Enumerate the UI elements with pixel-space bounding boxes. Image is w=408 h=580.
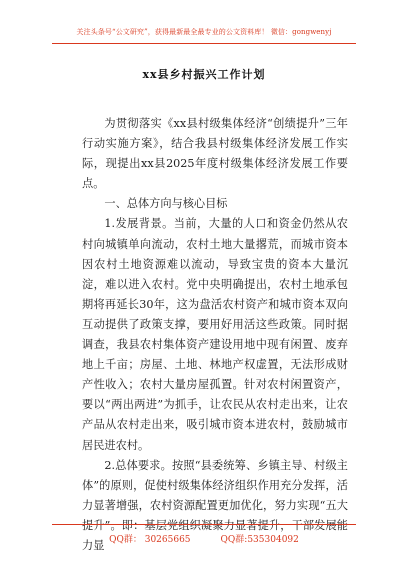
header-divider: [52, 43, 356, 44]
background-paragraph: 1.发展背景。当前，大量的人口和资金仍然从农村向城镇单向流动，农村土地大量撂荒，而城市资本因农村土地资源难以流动，导致宝贵的资本大量沉淀，难以进入农村。党中央明确提出，农村土地承包期将再延长30年，这为盘活农村资产和城市资本双向互动提供了政策支撑，要用好用活这些政策。同时据调查，我县农村集体资产建设用地中现有闲置、废弃地上千亩；房屋、土地、林地产权虚置，无法形成财产性收入；农村大量房屋孤置。针对农村闲置资产，要以“两出两进”为抓手，让农民从农村走出来，让农产品从农村走出来，吸引城市资本进农村，鼓励城市居民进农村。: [82, 217, 348, 452]
footer-divider: [52, 524, 356, 525]
requirements-paragraph: 2.总体要求。按照“县委统筹、乡镇主导、村级主体”的原则，促使村级集体经济组织作用充分发挥，活力显著增强，农村资源配置更加优化，努力实现“五大提升”。即：基层党组织凝聚力显著提升，干部发展能力显: [82, 458, 348, 552]
intro-paragraph: 为贯彻落实《xx县村级集体经济“创绩提升”三年行动实施方案》，结合我县村级集体经济发展工作实际，现提出xx县2025年度村级集体经济发展工作要点。: [82, 117, 348, 191]
document-title: xx县乡村振兴工作计划: [142, 68, 266, 81]
promo-banner: 关注头条号“公文研究”，获得最新最全最专业的公文资料库！ 微信：gongwenyj: [76, 28, 332, 36]
qq-group-2: QQ群:535304092: [220, 535, 299, 545]
section-heading: 一、总体方向与核心目标: [104, 197, 228, 211]
qq-group-1: QQ群： 30265665: [109, 535, 191, 545]
footer-contact: [0, 532, 408, 545]
document-body: [82, 114, 348, 556]
